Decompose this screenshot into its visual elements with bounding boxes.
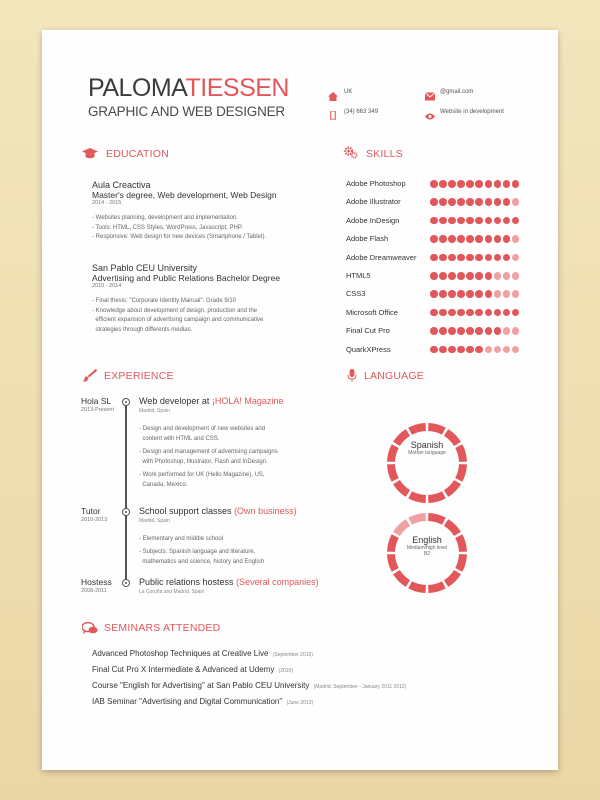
ring-segment-filled	[444, 519, 461, 536]
skill-name: Adobe Flash	[346, 234, 389, 244]
language-name: Spanish	[410, 440, 444, 450]
skill-dot-filled	[475, 346, 483, 354]
ring-segment-empty	[393, 519, 410, 536]
skill-name: Adobe Photoshop	[346, 179, 406, 188]
skill-dot-filled	[485, 180, 493, 188]
last-name: TIESSEN	[185, 74, 289, 102]
skill-dot-empty	[512, 254, 520, 262]
skill-dot-empty	[512, 290, 520, 298]
skill-dot-filled	[430, 327, 438, 335]
phone-icon	[328, 107, 338, 125]
skill-dot-filled	[448, 309, 456, 317]
education-degree: Master's degree, Web development, Web Design	[92, 190, 277, 200]
ring-segment-filled	[428, 423, 446, 435]
skill-rating	[430, 309, 519, 317]
ring-segment-filled	[408, 581, 426, 593]
seminar-text: Advanced Photoshop Techniques at Creative Live	[92, 649, 269, 658]
skill-dot-filled	[448, 180, 456, 188]
timeline-node	[122, 579, 130, 587]
seminar-text: IAB Seminar "Advertising and Digital Communication"	[92, 697, 283, 706]
skill-dot-empty	[494, 272, 502, 280]
experience-bullet: - Design and management of advertising campaigns	[139, 449, 278, 455]
experience-employer: (Own business)	[234, 506, 297, 516]
skill-dot-filled	[512, 217, 520, 225]
language-level: Medium/high level	[406, 545, 448, 551]
skill-dot-empty	[503, 290, 511, 298]
microphone-icon	[344, 369, 360, 387]
skill-dot-filled	[503, 309, 511, 317]
experience-bullet: Canada, Mexico.	[139, 482, 188, 488]
skill-dot-empty	[512, 346, 520, 354]
skill-dot-filled	[457, 217, 465, 225]
experience-bullet: with Photoshop, Illustrator, Flash and InDesign.	[139, 459, 268, 465]
ring-segment-empty	[408, 513, 426, 525]
skill-dot-empty	[512, 272, 520, 280]
skill-dot-filled	[430, 272, 438, 280]
seminars-heading: SEMINARS ATTENDED	[104, 622, 221, 634]
skill-dot-filled	[512, 309, 520, 317]
skill-dot-filled	[494, 180, 502, 188]
education-entry	[92, 263, 280, 335]
seminar-text: Course "English for Advertising" at San Pablo CEU University	[92, 681, 310, 690]
skill-dot-filled	[466, 290, 474, 298]
skill-dot-filled	[457, 272, 465, 280]
experience-location: Madrid, Spain	[139, 518, 170, 524]
education-bullet: - Final thesis: "Corporate Identity Manual". Grade 9/10	[92, 298, 236, 304]
skill-dot-filled	[485, 272, 493, 280]
skill-dot-filled	[475, 217, 483, 225]
language-level: Mother language	[408, 450, 446, 456]
skill-dot-filled	[485, 309, 493, 317]
skill-dot-filled	[430, 217, 438, 225]
skills-heading: SKILLS	[366, 148, 403, 160]
seminar-date: (September 2010)	[272, 652, 313, 658]
skill-dot-filled	[494, 235, 502, 243]
skill-dot-filled	[448, 272, 456, 280]
education-dates: 2014 - 2015	[92, 200, 122, 206]
education-bullet: - Responsive: Web design for new devices (Smartphone / Tablet).	[92, 234, 267, 240]
experience-title	[139, 396, 283, 406]
brush-icon	[82, 369, 98, 387]
skill-dot-filled	[485, 217, 493, 225]
skill-dot-filled	[457, 346, 465, 354]
ring-segment-filled	[455, 464, 467, 482]
skill-dot-filled	[485, 327, 493, 335]
skill-dot-filled	[457, 254, 465, 262]
skill-name: HTML5	[346, 271, 371, 280]
experience-role: Web developer at	[139, 396, 212, 406]
skill-dot-filled	[439, 254, 447, 262]
ring-segment-filled	[428, 581, 446, 593]
skill-dot-filled	[485, 198, 493, 206]
skill-rating	[430, 272, 519, 280]
experience-employer: (Several companies)	[236, 577, 319, 587]
skill-dot-filled	[494, 309, 502, 317]
skill-dot-empty	[512, 198, 520, 206]
ring-segment-filled	[387, 464, 399, 482]
skill-dot-filled	[503, 217, 511, 225]
mail-icon	[425, 88, 435, 106]
skill-dot-filled	[485, 235, 493, 243]
skill-name: Final Cut Pro	[346, 326, 390, 336]
skill-dot-filled	[457, 180, 465, 188]
skill-dot-filled	[466, 217, 474, 225]
experience-dates: 2008-2011	[81, 588, 107, 594]
experience-company: Hola SL	[81, 396, 112, 406]
skill-dot-filled	[466, 272, 474, 280]
skill-dot-empty	[494, 290, 502, 298]
skill-dot-filled	[475, 290, 483, 298]
skill-dot-filled	[494, 198, 502, 206]
skill-rating	[430, 290, 519, 298]
seminar-item	[92, 697, 406, 713]
skill-dot-filled	[439, 272, 447, 280]
gears-icon	[343, 146, 359, 164]
skill-dot-filled	[485, 254, 493, 262]
skill-dot-filled	[457, 235, 465, 243]
seminar-item	[92, 681, 406, 697]
skill-dot-filled	[475, 180, 483, 188]
skill-dot-filled	[448, 346, 456, 354]
skill-dot-filled	[466, 346, 474, 354]
skill-dot-filled	[466, 254, 474, 262]
skill-dot-filled	[448, 254, 456, 262]
language-spanish	[380, 440, 474, 456]
ring-segment-filled	[444, 480, 461, 497]
language-score: B2	[423, 551, 431, 557]
skill-name: Adobe InDesign	[346, 215, 400, 225]
skill-dot-filled	[475, 309, 483, 317]
first-name: PALOMA	[88, 74, 186, 102]
experience-company: Hostess	[81, 577, 112, 587]
education-bullet: strategies through differents medias.	[92, 326, 193, 333]
home-icon	[328, 88, 338, 106]
seminar-date: (Madrid, September - January 2011 2012)	[313, 684, 407, 690]
skill-dot-empty	[485, 346, 493, 354]
skill-dot-filled	[494, 254, 502, 262]
contact-website[interactable]: Website in development	[440, 109, 504, 115]
experience-employer: ¡HOLA! Magazine	[211, 396, 284, 406]
skill-dot-filled	[448, 235, 456, 243]
skill-rating	[430, 254, 519, 262]
education-org: San Pablo CEU University	[92, 263, 198, 273]
timeline-line	[125, 400, 127, 582]
skill-dot-filled	[466, 198, 474, 206]
skill-dot-empty	[503, 272, 511, 280]
skill-dot-empty	[503, 327, 511, 335]
skill-dot-filled	[448, 217, 456, 225]
skill-dot-filled	[475, 235, 483, 243]
skill-dot-filled	[430, 235, 438, 243]
skill-dot-empty	[512, 235, 520, 243]
experience-location: La Coruña and Madrid, Spain	[139, 589, 205, 595]
skill-dot-filled	[439, 180, 447, 188]
skill-dot-filled	[485, 290, 493, 298]
ring-segment-filled	[408, 423, 426, 435]
experience-title	[139, 577, 319, 587]
skill-dot-filled	[475, 254, 483, 262]
language-name: English	[412, 535, 442, 545]
experience-role: Public relations hostess	[139, 577, 237, 587]
skill-dot-filled	[503, 235, 511, 243]
seminars-list	[92, 649, 406, 713]
timeline-node	[122, 398, 130, 406]
education-dates: 2010 - 2014	[92, 283, 122, 289]
skill-dot-filled	[475, 198, 483, 206]
experience-title	[139, 506, 297, 516]
skill-dot-filled	[503, 198, 511, 206]
skill-rating	[430, 235, 519, 243]
skill-dot-filled	[430, 346, 438, 354]
skill-dot-filled	[430, 290, 438, 298]
skill-dot-empty	[503, 346, 511, 354]
skill-dot-filled	[448, 290, 456, 298]
contact-email[interactable]: @gmail.com	[440, 89, 474, 95]
experience-heading: EXPERIENCE	[104, 370, 174, 382]
skill-name: Adobe Illustrator	[346, 197, 401, 207]
skill-dot-filled	[466, 235, 474, 243]
skill-dot-filled	[475, 327, 483, 335]
skill-dot-filled	[475, 272, 483, 280]
skill-rating	[430, 346, 519, 354]
ring-segment-filled	[428, 513, 446, 525]
ring-segment-filled	[393, 480, 410, 497]
ring-segment-filled	[428, 491, 446, 503]
experience-dates: 2013-Present	[81, 407, 115, 413]
skill-dot-filled	[466, 327, 474, 335]
ring-segment-filled	[444, 570, 461, 587]
spanish-level-ring	[380, 416, 474, 510]
skill-dot-filled	[439, 217, 447, 225]
education-entry	[92, 180, 277, 243]
education-bullet: efficient expansion of advertising campaign and communicative	[92, 317, 264, 323]
skill-dot-filled	[457, 309, 465, 317]
contact-location: UK	[344, 89, 353, 95]
skill-dot-filled	[457, 198, 465, 206]
skill-name: QuarkXPress	[346, 344, 391, 354]
skill-dot-filled	[430, 254, 438, 262]
skill-dot-empty	[494, 346, 502, 354]
skill-rating	[430, 217, 519, 225]
skill-dot-filled	[439, 309, 447, 317]
skill-dot-filled	[494, 327, 502, 335]
job-title: GRAPHIC AND WEB DESIGNER	[88, 104, 285, 119]
skill-dot-filled	[457, 290, 465, 298]
skill-dot-filled	[503, 180, 511, 188]
experience-location: Madrid, Spain	[139, 408, 170, 414]
skill-dot-filled	[494, 217, 502, 225]
skill-dot-filled	[448, 198, 456, 206]
chat-bubbles-icon	[82, 622, 98, 640]
skill-dot-filled	[466, 180, 474, 188]
graduation-cap-icon	[82, 147, 98, 165]
education-bullet: - Websites planning, development and implementation.	[92, 215, 238, 221]
skill-dot-filled	[503, 254, 511, 262]
education-org: Aula Creactiva	[92, 180, 151, 190]
seminar-date: (2010)	[278, 668, 293, 674]
skill-dot-filled	[448, 327, 456, 335]
seminar-item	[92, 665, 406, 681]
experience-bullet: - Work performed for UK (Hello Magazine), US,	[139, 472, 265, 478]
experience-bullet: - Elementary and middle school	[139, 536, 224, 542]
skill-rating	[430, 198, 519, 206]
experience-role: School support classes	[139, 506, 235, 516]
skill-dot-filled	[457, 327, 465, 335]
education-bullet: - Knowledge about development of design, production and the	[92, 307, 258, 314]
experience-bullet: - Subjects: Spanish language and literature,	[139, 549, 256, 555]
skill-dot-empty	[512, 327, 520, 335]
experience-dates: 2010-2013	[81, 517, 108, 523]
skill-dot-filled	[512, 180, 520, 188]
experience-company: Tutor	[81, 506, 101, 516]
experience-bullet: mathematics and science, history and English	[139, 559, 265, 565]
skill-dot-filled	[439, 346, 447, 354]
skill-dot-filled	[466, 309, 474, 317]
skill-dot-filled	[439, 198, 447, 206]
experience-bullet: content with HTML and CSS.	[139, 436, 220, 442]
skill-name: CSS3	[346, 289, 366, 299]
eye-icon	[425, 108, 435, 126]
language-heading: LANGUAGE	[364, 370, 424, 382]
skill-dot-filled	[430, 198, 438, 206]
education-degree: Advertising and Public Relations Bachelor Degree	[92, 273, 281, 283]
ring-segment-filled	[393, 570, 410, 587]
skill-rating	[430, 180, 519, 188]
contact-phone: (34) 663 349	[344, 109, 379, 115]
skill-name: Microsoft Office	[346, 307, 398, 317]
skill-name: Adobe Dreamweaver	[346, 252, 417, 262]
skill-rating	[430, 327, 519, 335]
skill-dot-filled	[430, 180, 438, 188]
education-heading: EDUCATION	[106, 148, 169, 160]
ring-segment-filled	[408, 491, 426, 503]
seminar-text: Final Cut Pro X Intermediate & Advanced at Udemy	[92, 665, 275, 674]
seminar-item	[92, 649, 406, 665]
timeline-node	[122, 508, 130, 516]
skill-dot-filled	[439, 290, 447, 298]
seminar-date: (June 2013)	[286, 700, 314, 706]
skill-dot-filled	[439, 235, 447, 243]
language-english	[380, 535, 474, 557]
experience-bullet: - Design and development of new websites and	[139, 426, 266, 432]
education-bullet: - Tools: HTML, CSS Styles, WordPress, Javascript, PHP.	[92, 224, 243, 231]
skill-dot-filled	[430, 309, 438, 317]
candidate-name	[88, 75, 289, 101]
skill-dot-filled	[439, 327, 447, 335]
